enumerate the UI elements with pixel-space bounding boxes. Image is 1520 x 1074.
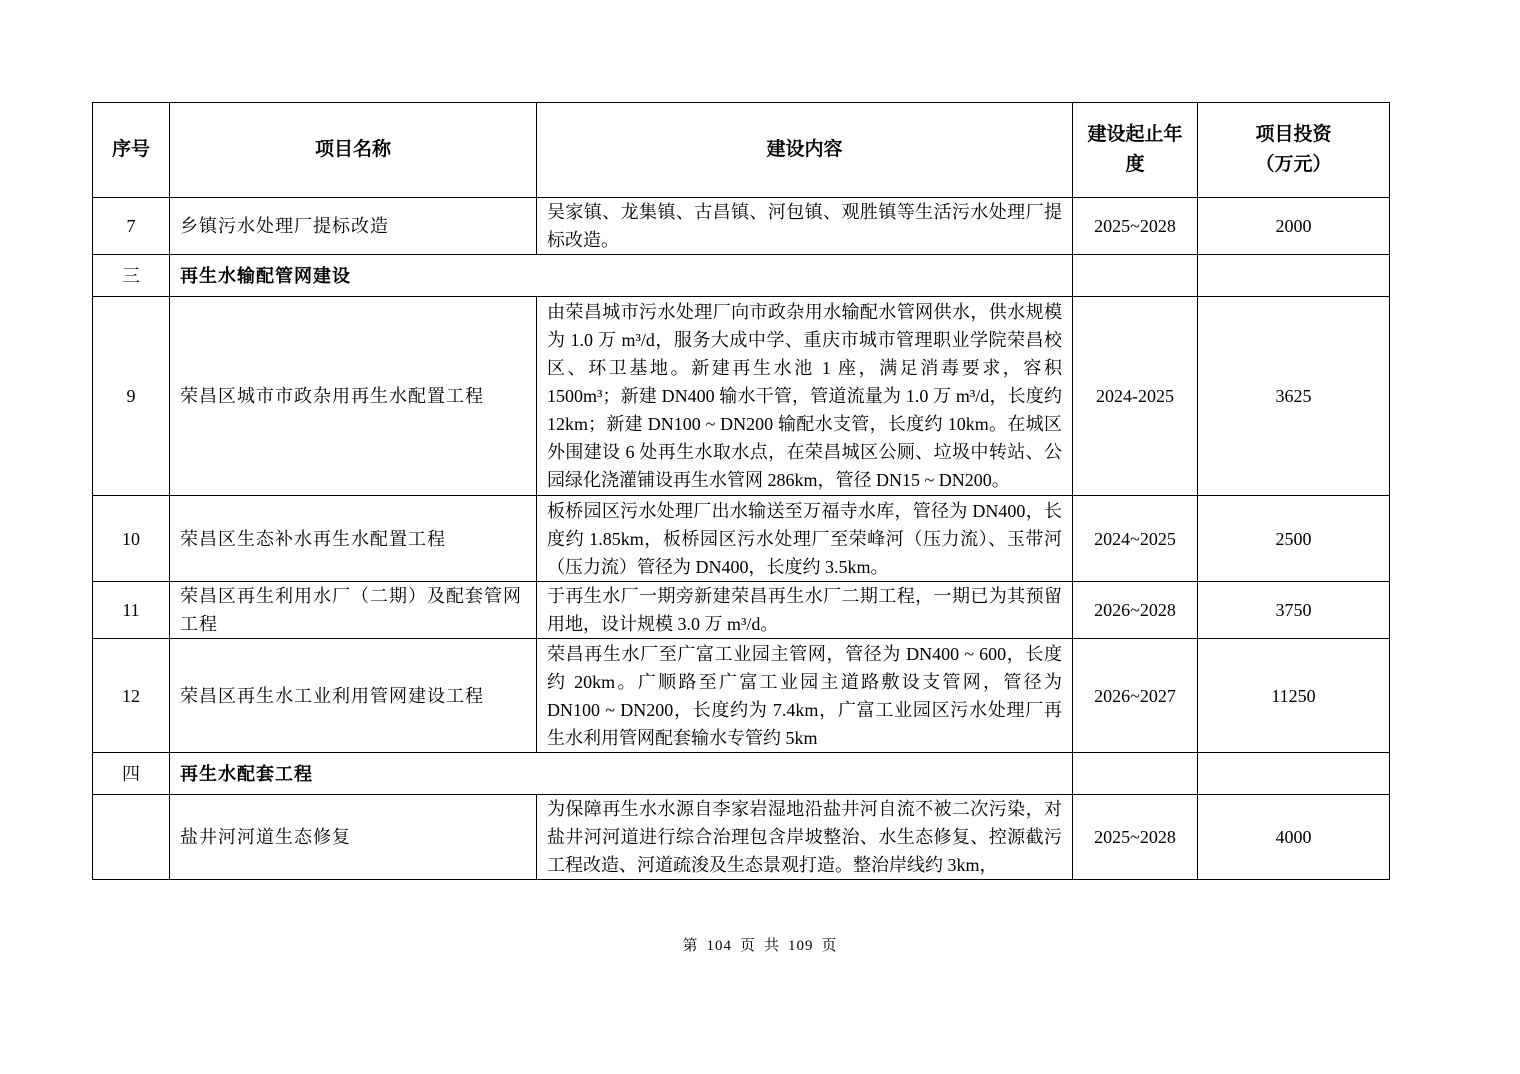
table-row — [93, 582, 1390, 639]
table-row — [93, 496, 1390, 582]
footer-label-before: 第 — [682, 938, 699, 954]
row-year: 2025~2028 — [1073, 198, 1198, 255]
row-investment: 4000 — [1198, 795, 1390, 880]
section-title: 再生水配套工程 — [170, 753, 1073, 795]
header-content: 建设内容 — [537, 103, 1073, 198]
row-year: 2026~2027 — [1073, 639, 1198, 753]
table-row — [93, 198, 1390, 255]
row-year: 2024-2025 — [1073, 297, 1198, 496]
row-investment: 3625 — [1198, 297, 1390, 496]
row-num: 12 — [93, 639, 170, 753]
row-name: 乡镇污水处理厂提标改造 — [170, 198, 537, 255]
footer-label-mid2: 共 — [764, 938, 781, 954]
section-title: 再生水输配管网建设 — [170, 255, 1073, 297]
row-year: 2024~2025 — [1073, 496, 1198, 582]
row-investment: 2500 — [1198, 496, 1390, 582]
row-content: 为保障再生水水源自李家岩湿地沿盐井河自流不被二次污染，对盐井河河道进行综合治理包含岸坡整治、水生态修复、控源截污工程改造、河道疏浚及生态景观打造。整治岸线约 3km， — [537, 795, 1073, 880]
section-investment-empty — [1198, 753, 1390, 795]
section-row — [93, 255, 1390, 297]
header-investment-line1: 项目投资 — [1255, 124, 1332, 145]
row-content: 吴家镇、龙集镇、古昌镇、河包镇、观胜镇等生活污水处理厂提标改造。 — [537, 198, 1073, 255]
row-content: 由荣昌城市污水处理厂向市政杂用水输配水管网供水，供水规模为 1.0 万 m³/d，服务大成中学、重庆市城市管理职业学院荣昌校区、环卫基地。新建再生水池 1 座，满足消毒要求，容积 1500m³；新建 DN400 输水干管，管道流量为 1.0 万 m³/d，长度约 12km；新建 DN100 ~ DN200 输配水支管，长度约 10km。在城区外围建设 6 处再生水取水点，在荣昌城区公厕、垃圾中转站、公园绿化浇灌铺设再生水管网 286km，管径 DN15 ~ DN200。 — [537, 297, 1073, 496]
table-row — [93, 795, 1390, 880]
section-year-empty — [1073, 255, 1198, 297]
row-investment: 2000 — [1198, 198, 1390, 255]
row-investment: 3750 — [1198, 582, 1390, 639]
footer-label-mid1: 页 — [739, 938, 756, 954]
row-num: 9 — [93, 297, 170, 496]
footer-page-total: 109 — [788, 938, 814, 954]
row-name: 盐井河河道生态修复 — [170, 795, 537, 880]
section-num: 四 — [93, 753, 170, 795]
section-investment-empty — [1198, 255, 1390, 297]
section-num: 三 — [93, 255, 170, 297]
row-name: 荣昌区城市市政杂用再生水配置工程 — [170, 297, 537, 496]
section-year-empty — [1073, 753, 1198, 795]
header-year — [1073, 103, 1198, 198]
row-num: 7 — [93, 198, 170, 255]
table-header-row — [93, 103, 1390, 198]
row-num — [93, 795, 170, 880]
table-row — [93, 297, 1390, 496]
row-num: 10 — [93, 496, 170, 582]
row-investment: 11250 — [1198, 639, 1390, 753]
header-year-line1: 建设起止年 — [1087, 124, 1183, 145]
header-investment — [1198, 103, 1390, 198]
row-name: 荣昌区再生水工业利用管网建设工程 — [170, 639, 537, 753]
header-num: 序号 — [93, 103, 170, 198]
row-year: 2026~2028 — [1073, 582, 1198, 639]
table-row — [93, 639, 1390, 753]
row-content: 板桥园区污水处理厂出水输送至万福寺水库，管径为 DN400，长度约 1.85km，板桥园区污水处理厂至荣峰河（压力流）、玉带河（压力流）管径为 DN400，长度约 3.5km。 — [537, 496, 1073, 582]
project-table — [92, 102, 1390, 880]
row-num: 11 — [93, 582, 170, 639]
header-year-line2: 度 — [1125, 154, 1145, 175]
header-name: 项目名称 — [170, 103, 537, 198]
row-content: 荣昌再生水厂至广富工业园主管网，管径为 DN400 ~ 600，长度约 20km。广顺路至广富工业园主道路敷设支管网，管径为 DN100 ~ DN200，长度约为 7.4km，广富工业园区污水处理厂再生水利用管网配套输水专管约 5km — [537, 639, 1073, 753]
row-year: 2025~2028 — [1073, 795, 1198, 880]
section-row — [93, 753, 1390, 795]
page-footer — [0, 934, 1520, 955]
row-name: 荣昌区再生利用水厂（二期）及配套管网工程 — [170, 582, 537, 639]
footer-label-after: 页 — [821, 938, 838, 954]
row-content: 于再生水厂一期旁新建荣昌再生水厂二期工程，一期已为其预留用地，设计规模 3.0 万 m³/d。 — [537, 582, 1073, 639]
header-investment-line2: （万元） — [1255, 154, 1332, 175]
row-name: 荣昌区生态补水再生水配置工程 — [170, 496, 537, 582]
footer-page-current: 104 — [706, 938, 732, 954]
